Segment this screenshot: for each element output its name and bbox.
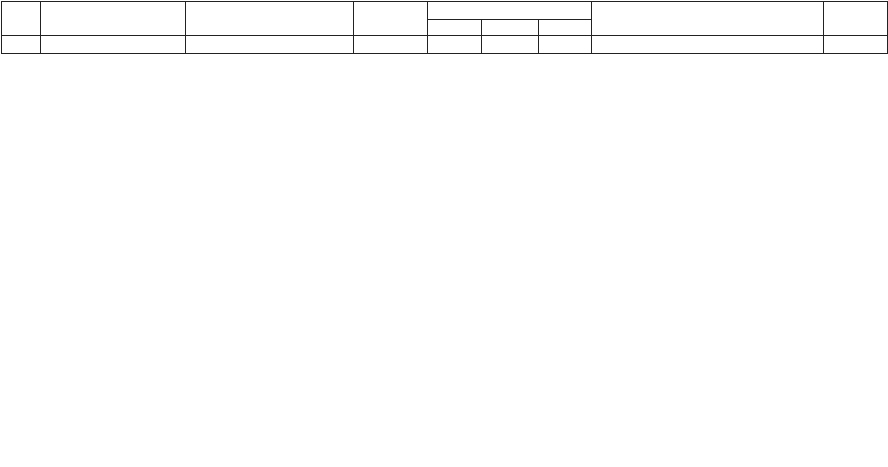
header-note [824,2,888,36]
cell-mac [428,36,482,54]
cell-cn [41,36,186,54]
header-chinese-name [41,2,186,36]
table-row [2,36,888,54]
header-oels [428,2,592,20]
header-mac [428,20,482,36]
cell-effect [592,36,824,54]
header-pc-stel [539,20,592,36]
cell-en [186,36,354,54]
header-cas [354,2,428,36]
cell-twa [482,36,539,54]
header-no [2,2,41,36]
table-body [2,36,888,54]
cell-stel [539,36,592,54]
cell-cas [354,36,428,54]
header-english-name [186,2,354,36]
header-health-effect [592,2,824,36]
header-pc-twa [482,20,539,36]
cell-note [824,36,888,54]
cell-no [2,36,41,54]
oels-table [1,1,888,54]
